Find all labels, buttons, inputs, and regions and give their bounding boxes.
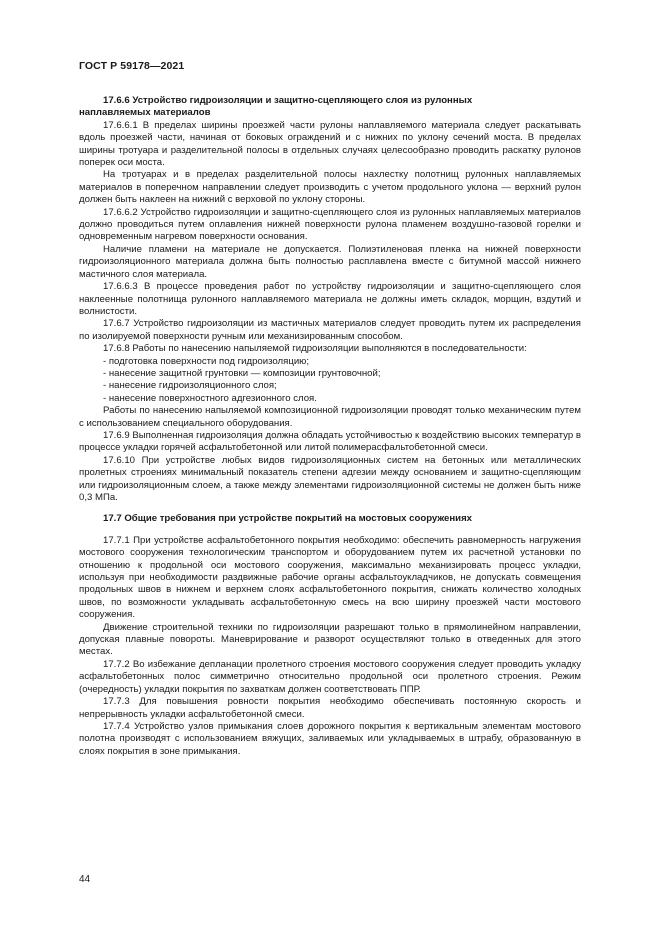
- paragraph-17-6-9: 17.6.9 Выполненная гидроизоляция должна обладать устойчивостью к воздействию высоких температур в процессе укладки горячей асфальтобетонной или литой полимерасфальтобетонной смеси.: [79, 429, 581, 454]
- list-item: - нанесение поверхностного адгезионного слоя.: [103, 392, 317, 404]
- paragraph-17-6-6-2-b: Наличие пламени на материале не допускается. Полиэтиленовая пленка на нижней поверхности гидроизоляционного материала должна быть полностью расплавлена вместе с битумной массой нижнего мастичного слоя материала.: [79, 243, 581, 280]
- document-body: [79, 95, 581, 758]
- section-heading-17-6-6-line1: 17.6.6 Устройство гидроизоляции и защитно-сцепляющего слоя из рулонных: [103, 95, 473, 106]
- paragraph-17-7-1-b: Движение строительной техники по гидроизоляции разрешают только в прямолинейном направлении, допуская плавные повороты. Маневрирование и разворот осуществляют только в отведенных для этого местах.: [79, 621, 581, 658]
- paragraph-17-6-8-b: Работы по нанесению напыляемой композиционной гидроизоляции проводят только механическим путем с использованием специального оборудования.: [79, 405, 581, 429]
- paragraph-17-6-10: 17.6.10 При устройстве любых видов гидроизоляционных систем на бетонных или металлических пролетных строениях минимальный показатель степени адгезии между основанием и защитно-сцепляющим или гидроизоляционным слоем, а также между элементами гидроизоляционной системы не должен быть ниже 0,3 МПа.: [79, 454, 581, 503]
- paragraph-17-6-7: 17.6.7 Устройство гидроизоляции из мастичных материалов следует проводить путем их распределения по изолируемой поверхности ручным или механизированным способом.: [79, 318, 581, 342]
- paragraph-17-7-3: 17.7.3 Для повышения ровности покрытия необходимо обеспечивать постоянную скорость и непрерывность укладки асфальтобетонной смеси.: [79, 696, 581, 720]
- paragraph-17-6-6-1: 17.6.6.1 В пределах ширины проезжей части рулоны наплавляемого материала следует раскатывать вдоль проезжей части, начиная от боковых ограждений и с нижних по уклону сечений моста. В пределах ширины тротуара и разделительной полосы в отдельных случаях целесообразно проводить раскатку рулонов поперек оси моста.: [79, 119, 581, 169]
- paragraph-17-6-6-3: 17.6.6.3 В процессе проведения работ по устройству гидроизоляции и защитно-сцепляющего слоя наклеенные полотнища рулонного наплавляемого материала не должны иметь складок, морщин, вздутий и волнистости.: [79, 281, 581, 317]
- paragraph-17-7-1: 17.7.1 При устройстве асфальтобетонного покрытия необходимо: обеспечить равномерность нагружения мостового сооружения технологическим транспортом и оборудованием путем их расчетной установки по отношению к продольной оси мостового сооружения, максимально механизировать процесс укладки, используя при необходимости раздвижные рабочие органы асфальтоукладчиков, не допускать совмещения продольных швов в нижнем и верхнем слоях асфальтобетонного покрытия, снижать количество холодных швов, по возможности укладывать асфальтобетонную смесь на всю ширину проезжей части мостового сооружения.: [79, 534, 581, 621]
- list-item: - подготовка поверхности под гидроизоляцию;: [103, 355, 310, 367]
- document-header: ГОСТ Р 59178—2021: [79, 60, 185, 72]
- section-heading-17-6-6-line2: наплавляемых материалов: [79, 107, 211, 119]
- paragraph-17-6-8: 17.6.8 Работы по нанесению напыляемой гидроизоляции выполняются в последовательности:: [103, 343, 527, 355]
- paragraph-17-7-2: 17.7.2 Во избежание депланации пролетного строения мостового сооружения следует проводить укладку асфальтобетонных полос симметрично относительно продольной оси пролетного строения. Режим (очередность) укладки покрытия по захваткам должен соответствовать ППР.: [79, 658, 581, 695]
- list-item: - нанесение защитной грунтовки — композиции грунтовочной;: [103, 367, 381, 379]
- paragraph-17-7-4: 17.7.4 Устройство узлов примыкания слоев дорожного покрытия к вертикальным элементам мостового полотна производят с использованием вяжущих, заливаемых или укладываемых в штрабу, образованную в слоях покрытия в зоне примыкания.: [79, 720, 581, 757]
- section-heading-17-7: 17.7 Общие требования при устройстве покрытий на мостовых сооружениях: [103, 513, 473, 525]
- list-item: - нанесение гидроизоляционного слоя;: [103, 380, 277, 392]
- page-number: 44: [79, 874, 91, 885]
- paragraph-17-6-6-1-b: На тротуарах и в пределах разделительной полосы нахлестку полотнищ рулонных наплавляемых материалов в поперечном направлении следует производить с учетом продольного уклона — верхний рулон должен быть наклеен на нижний с верховой по уклону стороны.: [79, 169, 581, 206]
- paragraph-17-6-6-2: 17.6.6.2 Устройство гидроизоляции и защитно-сцепляющего слоя из рулонных наплавляемых материалов должно проводиться путем оплавления нижней поверхности рулона пламенем воздушно-газовой горелки и одновременным нагревом поверхности основания.: [79, 206, 581, 243]
